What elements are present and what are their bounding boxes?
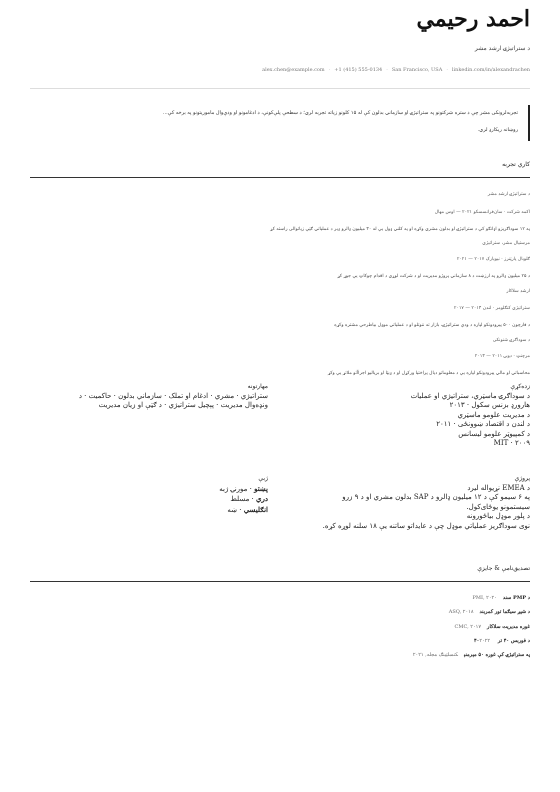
- education-item: د سوداګرۍ ماسټري، ستراتیژي او عملیات: [410, 391, 530, 400]
- projects-title: پروژې: [514, 475, 530, 482]
- language-level: ښه: [227, 505, 238, 514]
- languages-title: ژبې: [258, 475, 268, 482]
- contact-separator: ·: [328, 67, 331, 73]
- summary-line: روښانه ریکارډ لري.: [477, 127, 518, 133]
- skills-title: مهارتونه: [247, 383, 268, 390]
- header-divider: [30, 88, 530, 89]
- certification-item: [455, 624, 530, 630]
- project-item: د پلور موډل بیاځورونه: [466, 512, 530, 520]
- experience-title: کاري تجربه: [502, 161, 530, 168]
- language-level: مسلط: [230, 495, 250, 503]
- education-item: د کمپیوټر علومو لیسانس: [458, 429, 530, 438]
- experience-line: په ۱۲ سوداګریزو اډانګو کې د ستراتیژۍ او بدلون مشري وکړه او په کلني ډول یې له ۳۰ میلیون ډالرو ډېر د عملیاتي ګټې زیاتوالی راسته کړ: [270, 227, 530, 232]
- education-item: د مدیریت علومو ماسټري: [457, 410, 530, 419]
- experience-line: ستراتیژي کنګلومر · لندن ۲۰۱۳ — ۲۰۱۷: [454, 306, 530, 311]
- certification-meta: ۲۰۲۲: [479, 638, 491, 644]
- certification-name: په ستراتیژۍ کې غوره ۵۰ مېرمنې: [463, 652, 530, 658]
- education-column: [290, 382, 530, 449]
- certification-name: د PMP سند: [502, 595, 530, 601]
- language-name: انګلیسي: [243, 504, 268, 514]
- certification-meta: کنسلټینګ مجله, ۲۰۲۱: [412, 652, 458, 658]
- project-item: په ۶ سیمو کې د ۱۲ میلیون ډالرو د SAP بدلون مشري او د ۹ زرو: [342, 493, 530, 501]
- certification-meta: ASQ, ۲۰۱۸: [448, 609, 474, 615]
- contact-location: San Francisco, USA: [391, 67, 443, 73]
- summary-line: تجربه‌لرونکی مشر چې د ستره شرکتونو په ستراتیژۍ او سازماني بدلون کې له ۱۵ کلونو زیاته تجربه لري؛ د سطحې پلې‌کونې، د ادغامونو او ودې‌وال ماموریتونو په برخه کې...: [162, 110, 518, 116]
- experience-line: د سوداګرۍ شنونکی: [492, 338, 530, 343]
- experience-line: مرچنټ · دوبۍ ۲۰۱۱ — ۲۰۱۳: [474, 354, 530, 359]
- skills-line: ونډه‌وال مدیریت · پېچیل ستراتیژي · د ګټې او زیان مدیریت: [98, 401, 268, 409]
- contact-separator: ·: [446, 67, 448, 73]
- languages-column: [30, 474, 268, 515]
- project-item: سیستمونو یوځای‌کول.: [466, 502, 530, 511]
- contact-line: [262, 67, 530, 73]
- summary-block: [30, 105, 530, 141]
- contact-phone[interactable]: +1 (415) 555-0134: [334, 67, 383, 73]
- contact-separator: ·: [386, 67, 388, 73]
- education-title: زده‌کړې: [510, 383, 530, 390]
- certification-item: [473, 595, 531, 601]
- experience-line: د ۲۵ میلیون ډالرو په ارزښت د ۸ سازماني پروژو مدیریت او د شرکت لوړي د اقدام چوکاټ یې جوړ کړ: [337, 274, 530, 279]
- language-name: پښتو: [254, 483, 268, 493]
- contact-linkedin[interactable]: linkedin.com/in/alexandrachen: [451, 67, 530, 73]
- experience-line: محاسباتي او مالي پېرودونکو لپاره یې د معلوماتو دیال پراختیا ورکړل او د ډیټا او بریالیو اجراآتو ملاتړ یې وکړ: [327, 371, 530, 376]
- certification-meta: CMC, ۲۰۱۷: [454, 624, 482, 630]
- certification-name: د فوربس ۴۰ تر ۴۰: [473, 638, 530, 644]
- experience-line: اکمه شرکت · سان‌فرانسسکو ۲۰۲۱ — اوس مهال: [434, 210, 530, 215]
- skills-column: [30, 382, 268, 411]
- project-item: نوی سوداګریز عملیاتي موډل چې د عایداتو ساتنه یې ۱۸ سلنه لوړه کړه.: [322, 521, 530, 530]
- language-item: پښتو · مورنۍ ژبه: [219, 483, 268, 493]
- certification-name: د شپږ سیګما تور کمربند: [479, 609, 530, 615]
- certification-meta: PMI, ۲۰۲۰: [472, 595, 497, 601]
- experience-line: ګلوبال پارټنرز · نیویارک ۲۰۱۷ — ۲۰۲۱: [456, 257, 530, 262]
- experience-line: مرستیال مشر، ستراتیژي: [482, 241, 530, 246]
- experience-line: د ستراتیژۍ ارشد مشر: [487, 192, 530, 197]
- projects-column: [290, 474, 530, 531]
- certifications-divider: [30, 581, 530, 582]
- education-item: هارورډ بزنس سکول · ۲۰۱۳: [449, 401, 530, 409]
- certifications-title: تصدیق‌نامې & جایزې: [477, 565, 530, 572]
- contact-email[interactable]: alex.chen@example.com: [262, 67, 325, 73]
- language-item: دري · مسلط: [230, 494, 268, 503]
- language-level: مورنۍ ژبه: [219, 484, 248, 493]
- education-item: د لندن د اقتصاد ښوونځی · ۲۰۱۱: [436, 420, 530, 428]
- experience-line: د فارچون ۵۰۰ پیرودونکو لپاره د ودې ستراتیژۍ، بازار ته ننوتلو او د عملیاتي موډل بیاطرحې مشتره وکړه: [334, 323, 530, 328]
- experience-line: ارشد سلاکار: [506, 289, 530, 294]
- certification-item: [449, 609, 530, 615]
- certification-item: [413, 652, 530, 658]
- skills-line: ستراتیژي · مشري · ادغام او تملک · سازماني بدلون · حاکمیت · د: [78, 391, 268, 400]
- education-item: MIT · ۲۰۰۹: [493, 439, 530, 447]
- language-item: انګلیسي · ښه: [227, 504, 268, 514]
- candidate-subtitle: د ستراتیژۍ ارشد مشر: [474, 45, 530, 52]
- project-item: د EMEA نړیواله لیرد: [467, 483, 530, 492]
- candidate-name: احمد رحيمي: [416, 6, 530, 32]
- certification-item: [474, 638, 530, 644]
- experience-divider: [30, 177, 530, 178]
- resume-page: [30, 0, 530, 792]
- language-name: دري: [256, 494, 268, 503]
- certification-name: غوره مدیریت سلاکار: [487, 624, 530, 630]
